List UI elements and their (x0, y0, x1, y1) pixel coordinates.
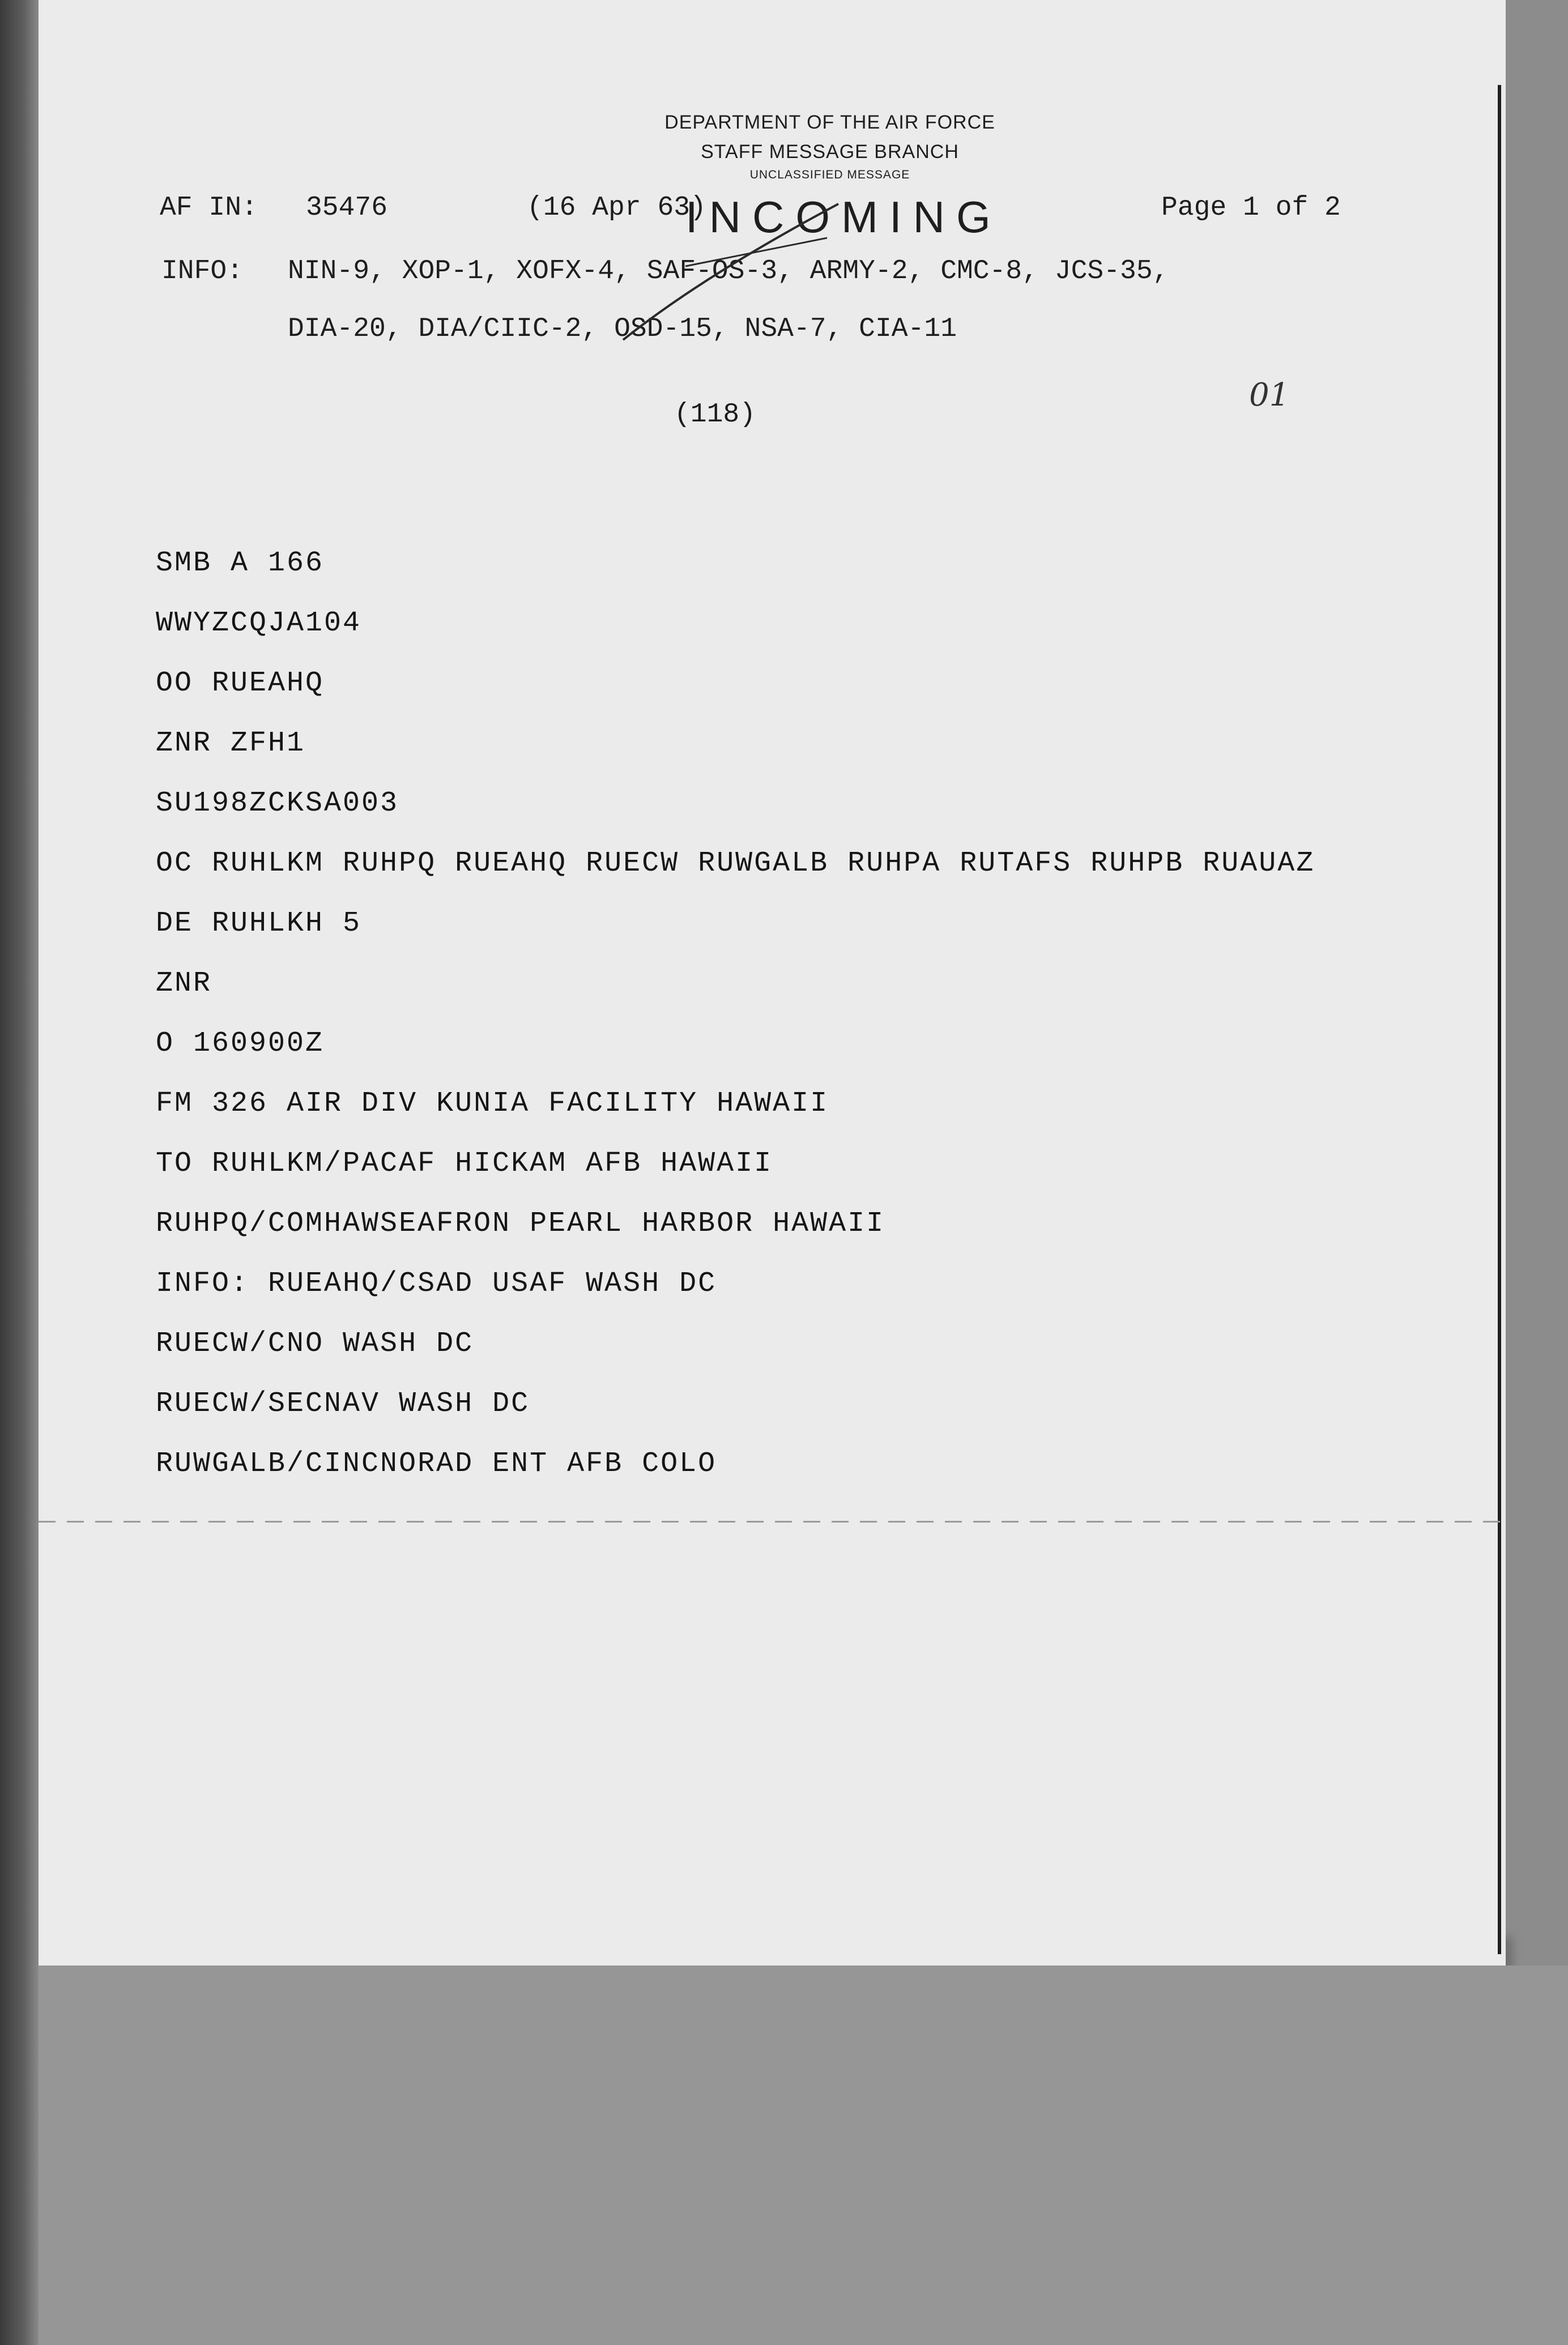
message-line: SU198ZCKSA003 (156, 787, 399, 820)
message-line: TO RUHLKM/PACAF HICKAM AFB HAWAII (156, 1148, 773, 1180)
message-line: RUECW/CNO WASH DC (156, 1328, 474, 1360)
af-in-number: 35476 (306, 193, 388, 223)
info-label: INFO: (161, 256, 244, 287)
message-line: ZNR ZFH1 (156, 727, 306, 760)
incoming-title: INCOMING (685, 192, 1002, 242)
message-line: RUHPQ/COMHAWSEAFRON PEARL HARBOR HAWAII (156, 1208, 885, 1240)
af-in-label: AF IN: (160, 193, 258, 223)
message-line: WWYZCQJA104 (156, 607, 362, 639)
document-header (646, 108, 1014, 184)
message-date: (16 Apr 63) (527, 193, 706, 223)
message-line: RUWGALB/CINCNORAD ENT AFB COLO (156, 1448, 717, 1480)
distribution-line-1: NIN-9, XOP-1, XOFX-4, SAF-OS-3, ARMY-2, CMC-8, JCS-35, (288, 256, 1169, 287)
message-line: OO RUEAHQ (156, 667, 325, 700)
handwritten-note: 01 (1249, 377, 1290, 413)
message-line: FM 326 AIR DIV KUNIA FACILITY HAWAII (156, 1088, 829, 1120)
page-indicator: Page 1 of 2 (1161, 193, 1341, 223)
message-sequence-number: (118) (674, 399, 756, 430)
message-line: OC RUHLKM RUHPQ RUEAHQ RUECW RUWGALB RUHPA RUTAFS RUHPB RUAUAZ (156, 847, 1315, 880)
classification-label: UNCLASSIFIED MESSAGE (749, 168, 910, 181)
distribution-line-2: DIA-20, DIA/CIIC-2, OSD-15, NSA-7, CIA-11 (288, 314, 957, 344)
scan-border-left (0, 0, 39, 2345)
message-line: ZNR (156, 967, 212, 1000)
message-line: SMB A 166 (156, 547, 325, 579)
scan-border-bottom (39, 1965, 1568, 2345)
branch-name: STAFF MESSAGE BRANCH (701, 141, 959, 163)
message-line: DE RUHLKH 5 (156, 907, 362, 940)
message-body (156, 545, 1315, 1506)
message-line: RUECW/SECNAV WASH DC (156, 1388, 530, 1420)
agency-name: DEPARTMENT OF THE AIR FORCE (664, 112, 995, 133)
message-line: O 160900Z (156, 1027, 325, 1060)
page-edge-rule (1498, 85, 1501, 1954)
message-line: INFO: RUEAHQ/CSAD USAF WASH DC (156, 1268, 717, 1300)
page-cut-line (39, 1521, 1506, 1523)
